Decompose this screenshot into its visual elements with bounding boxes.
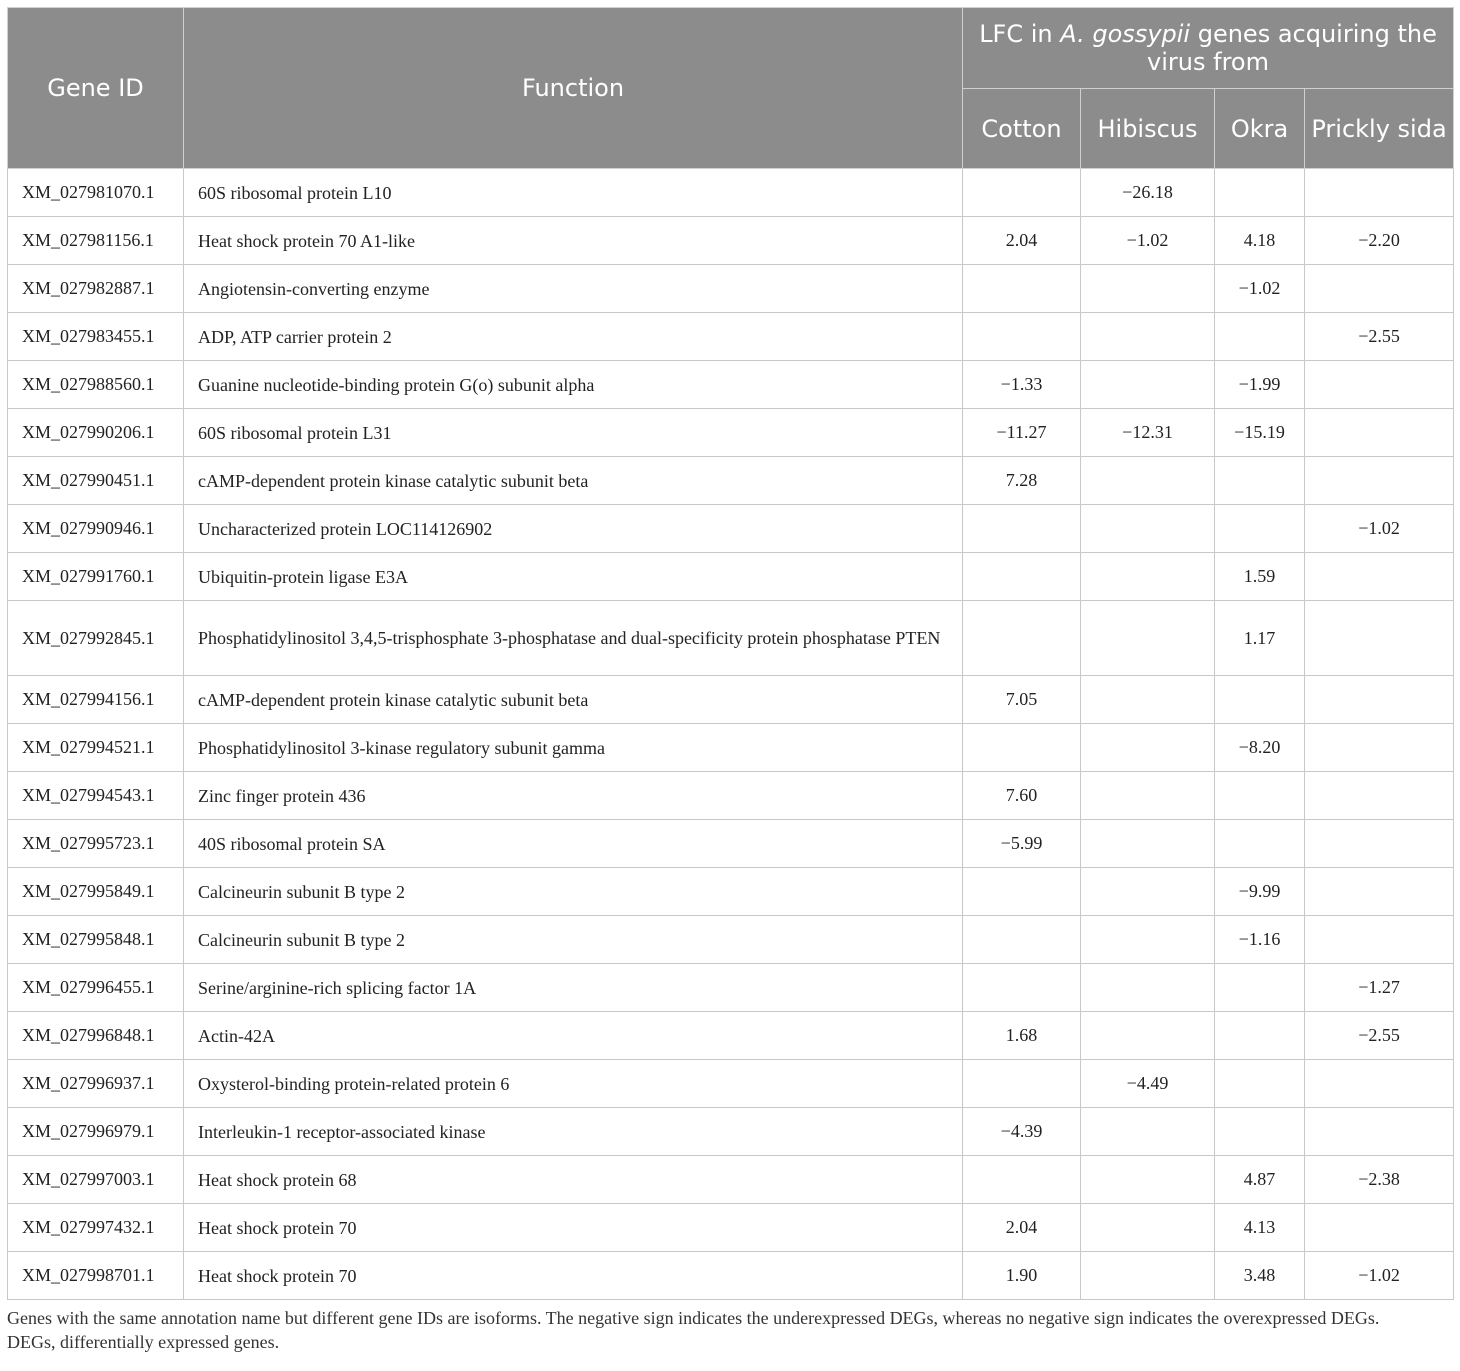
table-row <box>8 964 1454 1012</box>
gene-id-cell: XM_027991760.1 <box>8 553 184 601</box>
okra-lfc-cell: 4.13 <box>1215 1204 1305 1252</box>
function-cell: ADP, ATP carrier protein 2 <box>184 313 963 361</box>
prickly-sida-lfc-cell <box>1305 1060 1454 1108</box>
function-cell: Guanine nucleotide-binding protein G(o) subunit alpha <box>184 361 963 409</box>
function-cell: Heat shock protein 70 A1-like <box>184 217 963 265</box>
okra-lfc-cell <box>1215 1012 1305 1060</box>
gene-id-cell: XM_027994543.1 <box>8 772 184 820</box>
hibiscus-lfc-cell <box>1081 724 1215 772</box>
gene-id-cell: XM_027990451.1 <box>8 457 184 505</box>
cotton-lfc-cell: −4.39 <box>963 1108 1081 1156</box>
okra-lfc-cell <box>1215 457 1305 505</box>
function-cell: 60S ribosomal protein L10 <box>184 169 963 217</box>
function-cell: Actin-42A <box>184 1012 963 1060</box>
gene-id-cell: XM_027983455.1 <box>8 313 184 361</box>
table-row <box>8 676 1454 724</box>
prickly-sida-lfc-cell <box>1305 265 1454 313</box>
okra-lfc-cell <box>1215 820 1305 868</box>
cotton-lfc-cell <box>963 313 1081 361</box>
okra-lfc-cell: 3.48 <box>1215 1252 1305 1300</box>
function-cell: Phosphatidylinositol 3,4,5-trisphosphate 3-phosphatase and dual-specificity protein phosphatase PTEN <box>184 601 963 676</box>
gene-id-cell: XM_027995849.1 <box>8 868 184 916</box>
cotton-lfc-cell: −1.33 <box>963 361 1081 409</box>
hibiscus-lfc-cell <box>1081 601 1215 676</box>
hibiscus-lfc-cell: −1.02 <box>1081 217 1215 265</box>
prickly-sida-lfc-cell <box>1305 676 1454 724</box>
gene-id-cell: XM_027996848.1 <box>8 1012 184 1060</box>
hibiscus-lfc-cell <box>1081 772 1215 820</box>
function-cell: cAMP-dependent protein kinase catalytic subunit beta <box>184 457 963 505</box>
prickly-sida-lfc-cell: −2.55 <box>1305 313 1454 361</box>
table-header <box>8 8 1454 169</box>
gene-id-cell: XM_027981156.1 <box>8 217 184 265</box>
function-cell: cAMP-dependent protein kinase catalytic subunit beta <box>184 676 963 724</box>
table-row <box>8 1156 1454 1204</box>
prickly-sida-lfc-cell <box>1305 868 1454 916</box>
function-cell: Calcineurin subunit B type 2 <box>184 916 963 964</box>
header-lfc-suffix: genes acquiring the virus from <box>1147 20 1437 76</box>
gene-id-cell: XM_027997432.1 <box>8 1204 184 1252</box>
table-row <box>8 1060 1454 1108</box>
okra-lfc-cell <box>1215 964 1305 1012</box>
hibiscus-lfc-cell <box>1081 313 1215 361</box>
function-cell: Calcineurin subunit B type 2 <box>184 868 963 916</box>
header-cotton: Cotton <box>963 89 1081 169</box>
cotton-lfc-cell <box>963 1060 1081 1108</box>
header-gene-id: Gene ID <box>8 8 184 169</box>
prickly-sida-lfc-cell: −2.20 <box>1305 217 1454 265</box>
gene-id-cell: XM_027997003.1 <box>8 1156 184 1204</box>
prickly-sida-lfc-cell: −1.02 <box>1305 1252 1454 1300</box>
okra-lfc-cell <box>1215 1060 1305 1108</box>
function-cell: 60S ribosomal protein L31 <box>184 409 963 457</box>
prickly-sida-lfc-cell <box>1305 724 1454 772</box>
function-cell: Zinc finger protein 436 <box>184 772 963 820</box>
table-body <box>8 169 1454 1300</box>
table-row <box>8 505 1454 553</box>
function-cell: Angiotensin-converting enzyme <box>184 265 963 313</box>
hibiscus-lfc-cell <box>1081 1012 1215 1060</box>
function-cell: Heat shock protein 70 <box>184 1252 963 1300</box>
prickly-sida-lfc-cell <box>1305 409 1454 457</box>
function-cell: Uncharacterized protein LOC114126902 <box>184 505 963 553</box>
gene-id-cell: XM_027995723.1 <box>8 820 184 868</box>
function-cell: Heat shock protein 70 <box>184 1204 963 1252</box>
prickly-sida-lfc-cell <box>1305 361 1454 409</box>
hibiscus-lfc-cell <box>1081 916 1215 964</box>
cotton-lfc-cell <box>963 553 1081 601</box>
function-cell: Ubiquitin-protein ligase E3A <box>184 553 963 601</box>
hibiscus-lfc-cell <box>1081 676 1215 724</box>
hibiscus-lfc-cell <box>1081 361 1215 409</box>
okra-lfc-cell: 4.18 <box>1215 217 1305 265</box>
table-row <box>8 553 1454 601</box>
hibiscus-lfc-cell <box>1081 265 1215 313</box>
gene-id-cell: XM_027996937.1 <box>8 1060 184 1108</box>
prickly-sida-lfc-cell: −1.27 <box>1305 964 1454 1012</box>
okra-lfc-cell: −1.16 <box>1215 916 1305 964</box>
header-lfc-prefix: LFC in <box>979 20 1061 48</box>
table-footnote <box>7 1300 1453 1354</box>
cotton-lfc-cell <box>963 265 1081 313</box>
hibiscus-lfc-cell <box>1081 868 1215 916</box>
function-cell: 40S ribosomal protein SA <box>184 820 963 868</box>
okra-lfc-cell: 4.87 <box>1215 1156 1305 1204</box>
cotton-lfc-cell <box>963 916 1081 964</box>
footnote-line-1: Genes with the same annotation name but different gene IDs are isoforms. The negative sign indicates the underexpressed DEGs, whereas no negative sign indicates the overexpressed DEGs. <box>7 1308 1380 1328</box>
prickly-sida-lfc-cell <box>1305 169 1454 217</box>
okra-lfc-cell: −1.02 <box>1215 265 1305 313</box>
okra-lfc-cell: −8.20 <box>1215 724 1305 772</box>
hibiscus-lfc-cell: −4.49 <box>1081 1060 1215 1108</box>
table-row <box>8 601 1454 676</box>
okra-lfc-cell: 1.59 <box>1215 553 1305 601</box>
table-row <box>8 217 1454 265</box>
prickly-sida-lfc-cell <box>1305 772 1454 820</box>
prickly-sida-lfc-cell: −2.38 <box>1305 1156 1454 1204</box>
header-hibiscus: Hibiscus <box>1081 89 1215 169</box>
hibiscus-lfc-cell: −12.31 <box>1081 409 1215 457</box>
hibiscus-lfc-cell <box>1081 1108 1215 1156</box>
cotton-lfc-cell: 1.68 <box>963 1012 1081 1060</box>
cotton-lfc-cell: 2.04 <box>963 1204 1081 1252</box>
lfc-table <box>7 7 1454 1300</box>
hibiscus-lfc-cell: −26.18 <box>1081 169 1215 217</box>
prickly-sida-lfc-cell <box>1305 457 1454 505</box>
cotton-lfc-cell: 7.60 <box>963 772 1081 820</box>
okra-lfc-cell <box>1215 1108 1305 1156</box>
gene-id-cell: XM_027992845.1 <box>8 601 184 676</box>
cotton-lfc-cell: 2.04 <box>963 217 1081 265</box>
gene-id-cell: XM_027994156.1 <box>8 676 184 724</box>
hibiscus-lfc-cell <box>1081 820 1215 868</box>
table-row <box>8 361 1454 409</box>
function-cell: Serine/arginine-rich splicing factor 1A <box>184 964 963 1012</box>
prickly-sida-lfc-cell: −2.55 <box>1305 1012 1454 1060</box>
header-okra: Okra <box>1215 89 1305 169</box>
gene-id-cell: XM_027996455.1 <box>8 964 184 1012</box>
hibiscus-lfc-cell <box>1081 1252 1215 1300</box>
gene-id-cell: XM_027990206.1 <box>8 409 184 457</box>
table-row <box>8 724 1454 772</box>
gene-id-cell: XM_027998701.1 <box>8 1252 184 1300</box>
prickly-sida-lfc-cell <box>1305 1204 1454 1252</box>
hibiscus-lfc-cell <box>1081 505 1215 553</box>
cotton-lfc-cell: −5.99 <box>963 820 1081 868</box>
table-row <box>8 1252 1454 1300</box>
cotton-lfc-cell <box>963 505 1081 553</box>
gene-id-cell: XM_027988560.1 <box>8 361 184 409</box>
okra-lfc-cell: −9.99 <box>1215 868 1305 916</box>
table-row <box>8 457 1454 505</box>
gene-id-cell: XM_027994521.1 <box>8 724 184 772</box>
cotton-lfc-cell: 7.05 <box>963 676 1081 724</box>
table-row <box>8 820 1454 868</box>
hibiscus-lfc-cell <box>1081 1204 1215 1252</box>
prickly-sida-lfc-cell <box>1305 820 1454 868</box>
prickly-sida-lfc-cell <box>1305 916 1454 964</box>
prickly-sida-lfc-cell <box>1305 601 1454 676</box>
gene-id-cell: XM_027996979.1 <box>8 1108 184 1156</box>
prickly-sida-lfc-cell: −1.02 <box>1305 505 1454 553</box>
function-cell: Heat shock protein 68 <box>184 1156 963 1204</box>
cotton-lfc-cell <box>963 724 1081 772</box>
header-lfc-species: A. gossypii <box>1060 20 1191 48</box>
header-function: Function <box>184 8 963 169</box>
gene-id-cell: XM_027990946.1 <box>8 505 184 553</box>
table-row <box>8 1204 1454 1252</box>
function-cell: Interleukin-1 receptor-associated kinase <box>184 1108 963 1156</box>
header-lfc <box>963 8 1454 89</box>
table-row <box>8 1012 1454 1060</box>
prickly-sida-lfc-cell <box>1305 1108 1454 1156</box>
cotton-lfc-cell <box>963 964 1081 1012</box>
gene-id-cell: XM_027995848.1 <box>8 916 184 964</box>
header-prickly-sida: Prickly sida <box>1305 89 1454 169</box>
cotton-lfc-cell: 1.90 <box>963 1252 1081 1300</box>
gene-id-cell: XM_027982887.1 <box>8 265 184 313</box>
hibiscus-lfc-cell <box>1081 964 1215 1012</box>
gene-id-cell: XM_027981070.1 <box>8 169 184 217</box>
okra-lfc-cell: −15.19 <box>1215 409 1305 457</box>
okra-lfc-cell: 1.17 <box>1215 601 1305 676</box>
hibiscus-lfc-cell <box>1081 1156 1215 1204</box>
cotton-lfc-cell <box>963 601 1081 676</box>
table-row <box>8 868 1454 916</box>
table-row <box>8 772 1454 820</box>
cotton-lfc-cell <box>963 868 1081 916</box>
table-row <box>8 916 1454 964</box>
okra-lfc-cell <box>1215 169 1305 217</box>
okra-lfc-cell <box>1215 676 1305 724</box>
table-container <box>7 7 1453 1354</box>
cotton-lfc-cell <box>963 1156 1081 1204</box>
prickly-sida-lfc-cell <box>1305 553 1454 601</box>
table-row <box>8 265 1454 313</box>
table-row <box>8 1108 1454 1156</box>
okra-lfc-cell <box>1215 505 1305 553</box>
cotton-lfc-cell: −11.27 <box>963 409 1081 457</box>
cotton-lfc-cell: 7.28 <box>963 457 1081 505</box>
function-cell: Oxysterol-binding protein-related protein 6 <box>184 1060 963 1108</box>
okra-lfc-cell <box>1215 313 1305 361</box>
table-row <box>8 313 1454 361</box>
hibiscus-lfc-cell <box>1081 553 1215 601</box>
table-row <box>8 409 1454 457</box>
footnote-line-2: DEGs, differentially expressed genes. <box>7 1332 280 1352</box>
hibiscus-lfc-cell <box>1081 457 1215 505</box>
cotton-lfc-cell <box>963 169 1081 217</box>
okra-lfc-cell <box>1215 772 1305 820</box>
function-cell: Phosphatidylinositol 3-kinase regulatory subunit gamma <box>184 724 963 772</box>
okra-lfc-cell: −1.99 <box>1215 361 1305 409</box>
table-row <box>8 169 1454 217</box>
